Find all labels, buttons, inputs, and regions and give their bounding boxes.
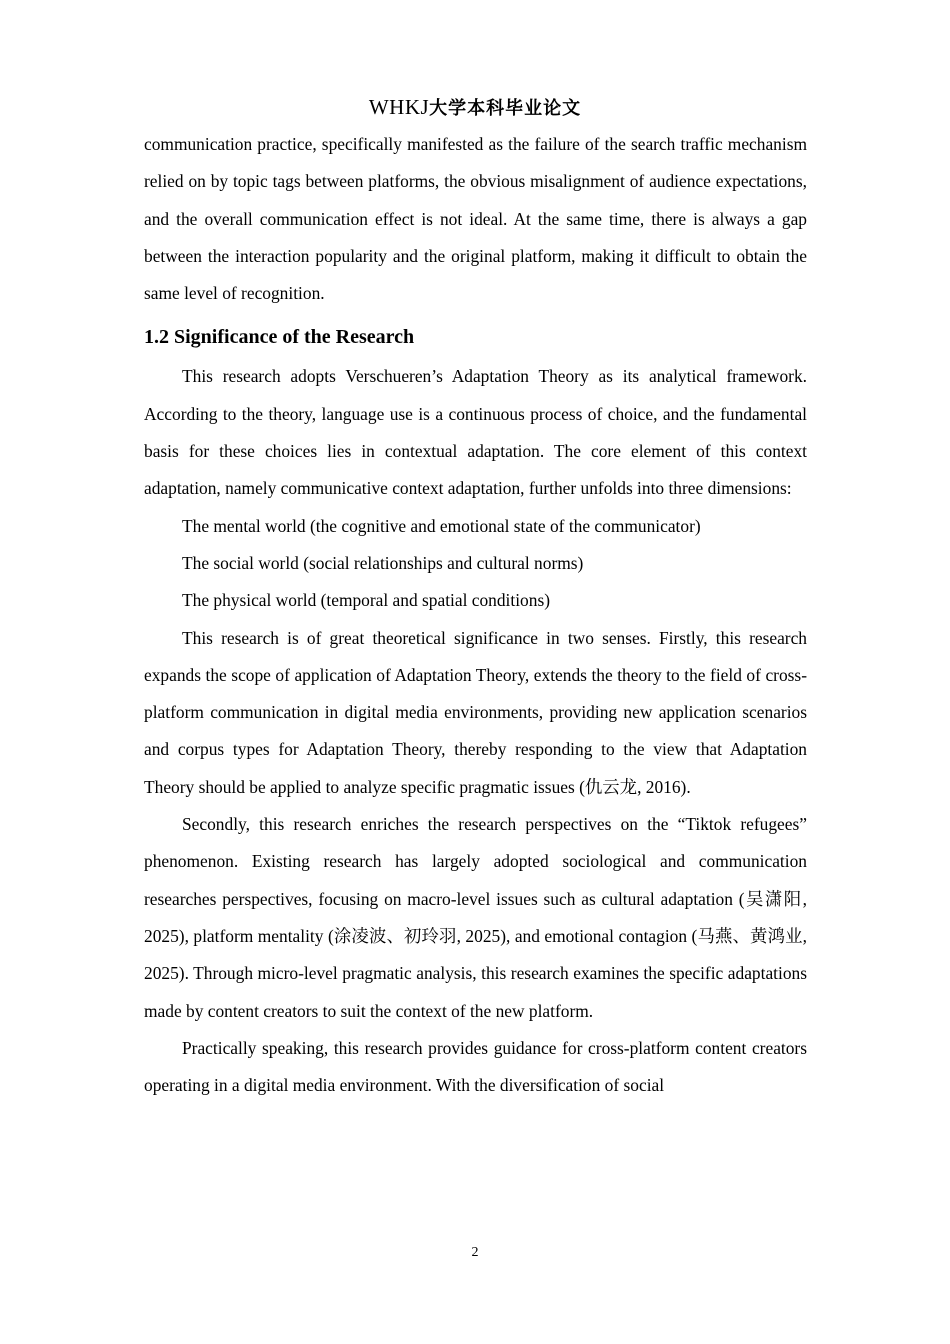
dimension-mental-world: The mental world (the cognitive and emotional state of the communicator) [182,515,701,536]
paragraph-practical-significance: Practically speaking, this research provides guidance for cross-platform content creators operating in a digital media environment. With the diversification of social [144,1037,807,1096]
page-header [0,94,950,122]
header-cjk-text: 大学本科毕业论文 [429,98,582,119]
paragraph-secondly: Secondly, this research enriches the research perspectives on the “Tiktok refugees” phenomenon. Existing research has largely adopted sociological and communication researches perspectives, focusing on macro-level issues such as cultural adaptation (吴潇阳, 2025), platform mentality (涂凌波、初玲羽, 2025), and emotional contagion (马燕、黄鸿业, 2025). Through micro-level pragmatic analysis, this research examines the specific adaptations made by content creators to suit the context of the new platform. [144,814,807,1021]
paragraph-adaptation-theory: This research adopts Verschueren’s Adaptation Theory as its analytical framework. According to the theory, language use is a continuous process of choice, and the fundamental basis for these choices lies in contextual adaptation. The core element of this context adaptation, namely communicative context adaptation, further unfolds into three dimensions: [144,366,807,499]
paragraph-continuation: communication practice, specifically manifested as the failure of the search traffic mechanism relied on by topic tags between platforms, the obvious misalignment of audience expectations, and the overall communication effect is not ideal. At the same time, there is always a gap between the interaction popularity and the original platform, making it difficult to obtain the same level of recognition. [144,134,807,304]
body-text [144,126,807,1104]
section-heading: 1.2 Significance of the Research [144,326,415,349]
page-number: 2 [471,1245,479,1260]
dimension-physical-world: The physical world (temporal and spatial conditions) [182,590,551,611]
header-latin-text: WHKJ [368,95,430,119]
dimension-social-world: The social world (social relationships and cultural norms) [182,552,584,573]
paragraph-theoretical-significance: This research is of great theoretical significance in two senses. Firstly, this research expands the scope of application of Adaptation Theory, extends the theory to the field of cross-platform communication in digital media environments, providing new application scenarios and corpus types for Adaptation Theory, thereby responding to the view that Adaptation Theory should be applied to analyze specific pragmatic issues (仇云龙, 2016). [144,627,807,797]
